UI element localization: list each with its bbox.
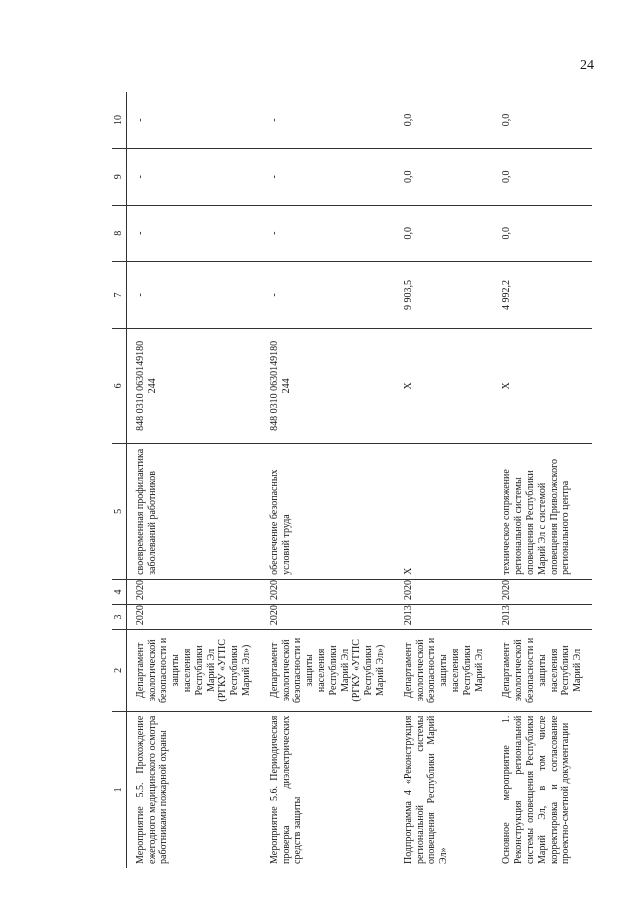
header-col-6: 6 [112,328,126,443]
cell-executor: Департамент экологической безопасности и защиты населения Республики Марий Эл [395,630,494,712]
cell-start-year: 2013 [493,604,592,629]
header-col-2: 2 [112,630,126,712]
header-col-9: 9 [112,149,126,205]
cell-budget-code: 848 0310 0630149180 244 [126,328,260,443]
cell-executor: Департамент экологической безопасности и защиты населения Республики Марий Эл (РГКУ «УГПС Республики Марий Эл») [261,630,395,712]
cell-executor: Департамент экологической безопасности и защиты населения Республики Марий Эл [493,630,592,712]
page-number: 24 [580,58,594,73]
cell-measure-name: Мероприятие 5.6. Периодическая проверка диэлектрических средств защиты [268,715,304,864]
cell-measure-name: Основное мероприятие 1. Реконструкция региональной системы оповещения Республики Марий Эл, в том числе корректировка и согласование проектно-сметной документации [501,715,572,864]
cell-value-9: - [126,149,260,205]
cell-value-8: - [261,205,395,261]
cell-value-10: - [126,92,260,149]
cell-value-9: 0,0 [395,149,494,205]
cell-executor: Департамент экологической безопасности и защиты населения Республики Марий Эл (РГКУ «УГПС Республики Марий Эл») [126,630,260,712]
cell-end-year: 2020 [126,579,260,604]
header-row [112,92,126,868]
cell-value-7: - [261,261,395,328]
cell-start-year: 2013 [395,604,494,629]
rotated-table-container [112,92,584,868]
cell-value-8: 0,0 [493,205,592,261]
cell-result: X [395,443,494,579]
cell-budget-code: X [395,328,494,443]
cell-value-10: 0,0 [493,92,592,149]
cell-value-10: - [261,92,395,149]
cell-value-7: - [126,261,260,328]
cell-start-year: 2020 [261,604,395,629]
cell-value-9: 0,0 [493,149,592,205]
cell-value-10: 0,0 [395,92,494,149]
cell-measure-name: Мероприятие 5.5. Прохождение ежегодного медицинского осмотра работниками пожарной охраны [134,715,170,864]
table-row [493,92,592,868]
table-row [261,92,395,868]
cell-value-9: - [261,149,395,205]
header-col-3: 3 [112,604,126,629]
header-col-1: 1 [112,711,126,868]
cell-value-7: 9 903,5 [395,261,494,328]
cell-result: своевременная профилактика заболеваний работников [126,443,260,579]
cell-end-year: 2020 [261,579,395,604]
cell-end-year: 2020 [493,579,592,604]
header-col-4: 4 [112,579,126,604]
header-col-5: 5 [112,443,126,579]
header-col-10: 10 [112,92,126,149]
header-col-7: 7 [112,261,126,328]
cell-measure-name: Подпрограмма 4 «Реконструкция региональной системы оповещения Республики Марий Эл» [402,715,450,864]
cell-budget-code: 848 0310 0630149180 244 [261,328,395,443]
cell-value-8: - [126,205,260,261]
table-row [126,92,260,868]
cell-start-year: 2020 [126,604,260,629]
cell-budget-code: X [493,328,592,443]
cell-end-year: 2020 [395,579,494,604]
cell-result: обеспечение безопасных условий труда [261,443,395,579]
header-col-8: 8 [112,205,126,261]
cell-result: техническое сопряжение региональной системы оповещения Республики Марий Эл с системой оповещения Приволжского регионального центра [493,443,592,579]
cell-value-8: 0,0 [395,205,494,261]
program-table [112,92,592,868]
table-row [395,92,494,868]
cell-value-7: 4 992,2 [493,261,592,328]
